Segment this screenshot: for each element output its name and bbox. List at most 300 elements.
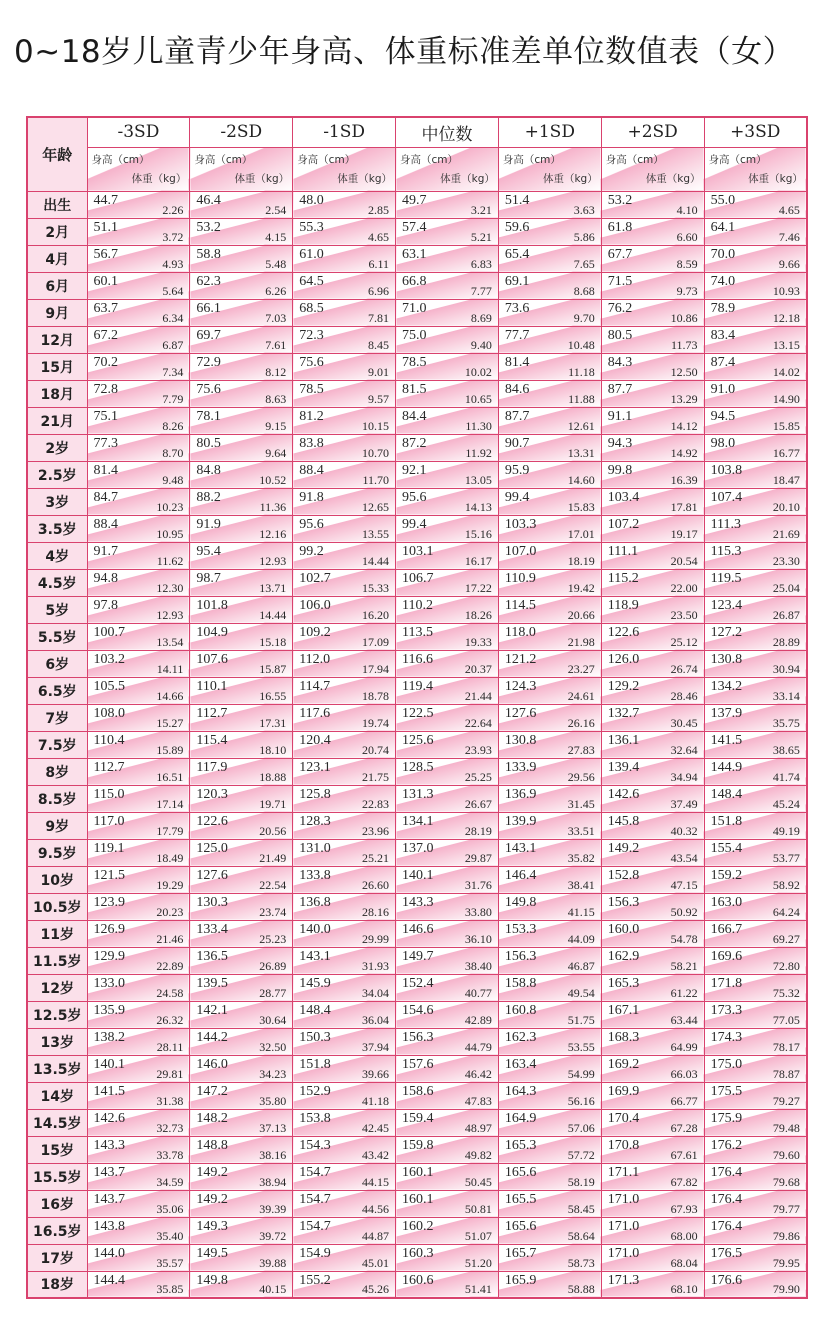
age-cell: 18岁 bbox=[27, 1271, 87, 1298]
age-cell: 2月 bbox=[27, 218, 87, 245]
height-value: 148.8 bbox=[196, 1137, 228, 1153]
weight-value: 17.09 bbox=[362, 634, 390, 649]
height-value: 95.6 bbox=[299, 516, 324, 532]
weight-value: 4.65 bbox=[778, 202, 800, 217]
height-value: 94.8 bbox=[93, 570, 118, 586]
height-value: 125.0 bbox=[196, 840, 228, 856]
height-value: 64.5 bbox=[299, 273, 324, 289]
value-cell bbox=[498, 461, 601, 488]
height-unit-label: 身高（cm） bbox=[297, 153, 356, 166]
unit-header-cell bbox=[190, 147, 293, 191]
height-value: 128.5 bbox=[402, 759, 434, 775]
height-value: 174.3 bbox=[710, 1029, 743, 1045]
weight-value: 15.87 bbox=[259, 661, 287, 676]
value-cell bbox=[293, 812, 396, 839]
value-cell bbox=[601, 650, 704, 677]
weight-value: 13.71 bbox=[259, 580, 287, 595]
unit-header-cell bbox=[704, 147, 807, 191]
height-value: 88.4 bbox=[93, 516, 118, 532]
value-cell bbox=[704, 218, 807, 245]
height-value: 119.5 bbox=[710, 570, 742, 586]
height-value: 103.2 bbox=[93, 651, 125, 667]
value-cell bbox=[190, 488, 293, 515]
table-row bbox=[27, 1028, 807, 1055]
value-cell bbox=[498, 542, 601, 569]
weight-value: 45.24 bbox=[772, 796, 800, 811]
value-cell bbox=[704, 407, 807, 434]
age-cell: 6月 bbox=[27, 272, 87, 299]
table-row bbox=[27, 1001, 807, 1028]
weight-value: 10.48 bbox=[567, 337, 595, 352]
weight-value: 63.44 bbox=[670, 1012, 698, 1027]
height-value: 102.7 bbox=[299, 570, 331, 586]
height-value: 176.4 bbox=[710, 1191, 743, 1207]
age-cell: 13.5岁 bbox=[27, 1055, 87, 1082]
height-value: 64.1 bbox=[710, 219, 736, 235]
value-cell bbox=[87, 461, 190, 488]
table-row bbox=[27, 380, 807, 407]
value-cell bbox=[704, 1028, 807, 1055]
weight-value: 8.69 bbox=[470, 310, 492, 325]
height-value: 143.3 bbox=[93, 1137, 125, 1153]
weight-value: 35.82 bbox=[567, 850, 595, 865]
value-cell bbox=[704, 515, 807, 542]
age-cell: 2岁 bbox=[27, 434, 87, 461]
weight-value: 9.70 bbox=[573, 310, 595, 325]
value-cell bbox=[396, 542, 499, 569]
weight-value: 10.93 bbox=[772, 283, 800, 298]
value-cell bbox=[293, 1109, 396, 1136]
height-value: 162.3 bbox=[504, 1029, 537, 1045]
value-cell bbox=[704, 245, 807, 272]
value-cell bbox=[190, 1028, 293, 1055]
value-cell bbox=[396, 893, 499, 920]
value-cell bbox=[498, 677, 601, 704]
value-cell bbox=[498, 974, 601, 1001]
height-value: 84.4 bbox=[402, 408, 427, 424]
value-cell bbox=[87, 704, 190, 731]
weight-value: 79.27 bbox=[772, 1093, 800, 1108]
table-row bbox=[27, 1271, 807, 1298]
age-cell: 21月 bbox=[27, 407, 87, 434]
height-value: 119.1 bbox=[93, 840, 125, 856]
weight-value: 10.65 bbox=[464, 391, 492, 406]
height-value: 84.6 bbox=[504, 381, 530, 397]
value-cell bbox=[190, 677, 293, 704]
weight-value: 33.78 bbox=[156, 1147, 184, 1162]
height-value: 125.6 bbox=[402, 732, 434, 748]
height-value: 67.2 bbox=[93, 327, 118, 343]
weight-value: 61.22 bbox=[670, 985, 698, 1000]
weight-value: 20.74 bbox=[362, 742, 390, 757]
weight-value: 32.50 bbox=[259, 1039, 287, 1054]
weight-value: 15.85 bbox=[772, 418, 800, 433]
value-cell bbox=[396, 407, 499, 434]
weight-value: 7.03 bbox=[265, 310, 287, 325]
value-cell bbox=[704, 785, 807, 812]
weight-value: 67.28 bbox=[670, 1120, 698, 1135]
weight-value: 3.21 bbox=[470, 202, 492, 217]
weight-value: 11.92 bbox=[465, 445, 492, 460]
weight-value: 64.99 bbox=[670, 1039, 698, 1054]
height-value: 77.3 bbox=[93, 435, 118, 451]
height-value: 156.3 bbox=[504, 948, 537, 964]
weight-value: 10.86 bbox=[670, 310, 698, 325]
weight-value: 11.88 bbox=[568, 391, 595, 406]
weight-value: 21.69 bbox=[772, 526, 800, 541]
height-value: 157.6 bbox=[402, 1056, 434, 1072]
weight-value: 15.33 bbox=[362, 580, 390, 595]
table-row bbox=[27, 488, 807, 515]
height-value: 163.4 bbox=[504, 1056, 537, 1072]
value-cell bbox=[190, 299, 293, 326]
weight-value: 67.82 bbox=[670, 1174, 698, 1189]
weight-value: 29.56 bbox=[567, 769, 595, 784]
value-cell bbox=[601, 947, 704, 974]
weight-value: 35.40 bbox=[156, 1228, 184, 1243]
weight-value: 25.21 bbox=[362, 850, 390, 865]
weight-value: 57.72 bbox=[567, 1147, 595, 1162]
weight-value: 12.65 bbox=[362, 499, 390, 514]
height-value: 67.7 bbox=[607, 246, 633, 262]
height-value: 112.0 bbox=[299, 651, 331, 667]
age-cell: 5岁 bbox=[27, 596, 87, 623]
weight-value: 20.66 bbox=[567, 607, 595, 622]
height-value: 81.5 bbox=[402, 381, 427, 397]
weight-value: 79.68 bbox=[772, 1174, 800, 1189]
age-cell: 4月 bbox=[27, 245, 87, 272]
height-value: 169.6 bbox=[710, 948, 743, 964]
value-cell bbox=[87, 272, 190, 299]
value-cell bbox=[498, 218, 601, 245]
value-cell bbox=[293, 353, 396, 380]
height-value: 75.1 bbox=[93, 408, 118, 424]
weight-value: 41.18 bbox=[362, 1093, 390, 1108]
weight-value: 13.29 bbox=[670, 391, 698, 406]
height-value: 143.1 bbox=[504, 840, 537, 856]
weight-value: 34.23 bbox=[259, 1066, 287, 1081]
value-cell bbox=[601, 1271, 704, 1298]
height-value: 175.0 bbox=[710, 1056, 743, 1072]
height-value: 152.8 bbox=[607, 867, 640, 883]
height-value: 164.3 bbox=[504, 1083, 537, 1099]
height-value: 145.8 bbox=[607, 813, 640, 829]
height-value: 71.0 bbox=[402, 300, 427, 316]
value-cell bbox=[293, 731, 396, 758]
height-value: 107.2 bbox=[607, 516, 640, 532]
value-cell bbox=[396, 461, 499, 488]
weight-value: 10.52 bbox=[259, 472, 287, 487]
value-cell bbox=[601, 515, 704, 542]
weight-value: 22.54 bbox=[259, 877, 287, 892]
height-value: 73.6 bbox=[504, 300, 530, 316]
weight-value: 9.40 bbox=[470, 337, 492, 352]
value-cell bbox=[601, 569, 704, 596]
height-value: 165.7 bbox=[504, 1245, 537, 1261]
weight-value: 79.86 bbox=[772, 1228, 800, 1243]
weight-value: 6.96 bbox=[368, 283, 390, 298]
height-value: 166.7 bbox=[710, 921, 743, 937]
value-cell bbox=[190, 812, 293, 839]
height-value: 137.9 bbox=[710, 705, 743, 721]
weight-value: 36.04 bbox=[362, 1012, 390, 1027]
height-value: 80.5 bbox=[196, 435, 221, 451]
weight-value: 57.06 bbox=[567, 1120, 595, 1135]
height-value: 78.5 bbox=[299, 381, 324, 397]
height-value: 78.5 bbox=[402, 354, 427, 370]
value-cell bbox=[190, 245, 293, 272]
weight-value: 31.76 bbox=[464, 877, 492, 892]
height-value: 61.8 bbox=[607, 219, 633, 235]
weight-value: 54.99 bbox=[567, 1066, 595, 1081]
value-cell bbox=[87, 299, 190, 326]
table-row bbox=[27, 515, 807, 542]
table-row bbox=[27, 920, 807, 947]
height-value: 129.2 bbox=[607, 678, 640, 694]
height-value: 165.6 bbox=[504, 1164, 537, 1180]
value-cell bbox=[498, 1055, 601, 1082]
value-cell bbox=[498, 758, 601, 785]
value-cell bbox=[601, 272, 704, 299]
height-value: 122.6 bbox=[196, 813, 228, 829]
weight-value: 4.65 bbox=[368, 229, 390, 244]
weight-value: 16.77 bbox=[772, 445, 800, 460]
weight-value: 25.23 bbox=[259, 931, 287, 946]
value-cell bbox=[396, 515, 499, 542]
value-cell bbox=[293, 299, 396, 326]
height-value: 155.2 bbox=[299, 1272, 331, 1288]
weight-value: 16.17 bbox=[464, 553, 492, 568]
value-cell bbox=[190, 272, 293, 299]
height-value: 158.8 bbox=[504, 975, 537, 991]
height-value: 127.2 bbox=[710, 624, 743, 640]
height-value: 87.7 bbox=[504, 408, 530, 424]
weight-value: 49.54 bbox=[567, 985, 595, 1000]
height-value: 149.7 bbox=[402, 948, 434, 964]
height-value: 117.9 bbox=[196, 759, 228, 775]
weight-value: 9.73 bbox=[676, 283, 698, 298]
value-cell bbox=[87, 245, 190, 272]
height-value: 140.1 bbox=[402, 867, 434, 883]
value-cell bbox=[87, 731, 190, 758]
height-value: 170.8 bbox=[607, 1137, 640, 1153]
height-value: 122.5 bbox=[402, 705, 434, 721]
height-value: 144.0 bbox=[93, 1245, 125, 1261]
weight-value: 20.37 bbox=[464, 661, 492, 676]
weight-value: 10.23 bbox=[156, 499, 184, 514]
weight-value: 21.44 bbox=[464, 688, 492, 703]
weight-value: 20.56 bbox=[259, 823, 287, 838]
height-value: 83.4 bbox=[710, 327, 736, 343]
height-value: 81.2 bbox=[299, 408, 324, 424]
weight-value: 14.02 bbox=[772, 364, 800, 379]
weight-value: 8.12 bbox=[265, 364, 287, 379]
height-value: 175.5 bbox=[710, 1083, 743, 1099]
value-cell bbox=[396, 353, 499, 380]
age-cell: 16.5岁 bbox=[27, 1217, 87, 1244]
value-cell bbox=[704, 380, 807, 407]
height-value: 77.7 bbox=[504, 327, 530, 343]
value-cell bbox=[87, 434, 190, 461]
weight-value: 12.50 bbox=[670, 364, 698, 379]
height-value: 61.0 bbox=[299, 246, 324, 262]
weight-value: 16.55 bbox=[259, 688, 287, 703]
value-cell bbox=[601, 407, 704, 434]
weight-value: 37.49 bbox=[670, 796, 698, 811]
table-row bbox=[27, 893, 807, 920]
value-cell bbox=[601, 812, 704, 839]
height-value: 115.2 bbox=[607, 570, 639, 586]
value-cell bbox=[87, 650, 190, 677]
value-cell bbox=[601, 1136, 704, 1163]
height-value: 165.3 bbox=[504, 1137, 537, 1153]
value-cell bbox=[87, 839, 190, 866]
value-cell bbox=[190, 731, 293, 758]
height-value: 171.3 bbox=[607, 1272, 640, 1288]
age-cell: 7岁 bbox=[27, 704, 87, 731]
value-cell bbox=[190, 839, 293, 866]
weight-value: 18.19 bbox=[567, 553, 595, 568]
value-cell bbox=[293, 191, 396, 218]
weight-value: 15.83 bbox=[567, 499, 595, 514]
height-value: 66.1 bbox=[196, 300, 221, 316]
value-cell bbox=[190, 1163, 293, 1190]
table-row bbox=[27, 596, 807, 623]
unit-header-row bbox=[27, 147, 807, 191]
value-cell bbox=[498, 785, 601, 812]
value-cell bbox=[601, 1028, 704, 1055]
weight-value: 79.48 bbox=[772, 1120, 800, 1135]
value-cell bbox=[396, 380, 499, 407]
weight-value: 26.74 bbox=[670, 661, 698, 676]
height-value: 94.5 bbox=[710, 408, 736, 424]
height-value: 143.7 bbox=[93, 1191, 125, 1207]
table-row bbox=[27, 569, 807, 596]
weight-value: 58.73 bbox=[567, 1255, 595, 1270]
weight-value: 16.39 bbox=[670, 472, 698, 487]
height-value: 115.0 bbox=[93, 786, 125, 802]
height-value: 121.2 bbox=[504, 651, 537, 667]
weight-value: 35.75 bbox=[772, 715, 800, 730]
weight-value: 66.03 bbox=[670, 1066, 698, 1081]
height-value: 78.1 bbox=[196, 408, 221, 424]
height-value: 159.2 bbox=[710, 867, 743, 883]
height-value: 154.7 bbox=[299, 1218, 331, 1234]
value-cell bbox=[87, 893, 190, 920]
weight-value: 2.26 bbox=[162, 202, 184, 217]
height-value: 83.8 bbox=[299, 435, 324, 451]
weight-value: 9.01 bbox=[368, 364, 390, 379]
height-value: 146.6 bbox=[402, 921, 434, 937]
weight-value: 66.77 bbox=[670, 1093, 698, 1108]
weight-value: 38.41 bbox=[567, 877, 595, 892]
value-cell bbox=[293, 650, 396, 677]
value-cell bbox=[190, 758, 293, 785]
height-value: 59.6 bbox=[504, 219, 530, 235]
value-cell bbox=[704, 1082, 807, 1109]
height-value: 118.9 bbox=[607, 597, 639, 613]
height-value: 126.0 bbox=[607, 651, 640, 667]
height-value: 55.0 bbox=[710, 192, 736, 208]
value-cell bbox=[396, 1163, 499, 1190]
value-cell bbox=[704, 623, 807, 650]
height-value: 103.3 bbox=[504, 516, 537, 532]
table-row bbox=[27, 1163, 807, 1190]
weight-value: 30.45 bbox=[670, 715, 698, 730]
weight-value: 5.48 bbox=[265, 256, 287, 271]
age-cell: 2.5岁 bbox=[27, 461, 87, 488]
table-row bbox=[27, 1244, 807, 1271]
value-cell bbox=[704, 1217, 807, 1244]
weight-value: 27.83 bbox=[567, 742, 595, 757]
age-cell: 13岁 bbox=[27, 1028, 87, 1055]
height-value: 72.8 bbox=[93, 381, 118, 397]
weight-value: 29.87 bbox=[464, 850, 492, 865]
weight-value: 35.06 bbox=[156, 1201, 184, 1216]
height-value: 121.5 bbox=[93, 867, 125, 883]
weight-value: 67.61 bbox=[670, 1147, 698, 1162]
weight-value: 8.68 bbox=[573, 283, 595, 298]
height-value: 91.9 bbox=[196, 516, 221, 532]
value-cell bbox=[87, 785, 190, 812]
value-cell bbox=[396, 1217, 499, 1244]
sd-header-row bbox=[27, 117, 807, 147]
value-cell bbox=[396, 758, 499, 785]
weight-value: 26.89 bbox=[259, 958, 287, 973]
weight-value: 10.95 bbox=[156, 526, 184, 541]
weight-value: 19.71 bbox=[259, 796, 287, 811]
weight-value: 10.02 bbox=[464, 364, 492, 379]
height-value: 133.0 bbox=[93, 975, 125, 991]
value-cell bbox=[87, 1163, 190, 1190]
table-row bbox=[27, 461, 807, 488]
value-cell bbox=[704, 1001, 807, 1028]
age-cell: 4.5岁 bbox=[27, 569, 87, 596]
weight-value: 9.64 bbox=[265, 445, 287, 460]
height-value: 168.3 bbox=[607, 1029, 640, 1045]
value-cell bbox=[396, 1028, 499, 1055]
weight-value: 58.21 bbox=[670, 958, 698, 973]
height-value: 51.1 bbox=[93, 219, 118, 235]
age-cell: 16岁 bbox=[27, 1190, 87, 1217]
value-cell bbox=[498, 1163, 601, 1190]
value-cell bbox=[498, 812, 601, 839]
height-value: 133.8 bbox=[299, 867, 331, 883]
weight-value: 31.45 bbox=[567, 796, 595, 811]
height-value: 107.6 bbox=[196, 651, 228, 667]
value-cell bbox=[498, 839, 601, 866]
height-value: 104.9 bbox=[196, 624, 228, 640]
value-cell bbox=[396, 974, 499, 1001]
weight-value: 39.66 bbox=[362, 1066, 390, 1081]
weight-value: 49.19 bbox=[772, 823, 800, 838]
height-value: 153.8 bbox=[299, 1110, 331, 1126]
weight-value: 16.20 bbox=[362, 607, 390, 622]
height-value: 136.9 bbox=[504, 786, 537, 802]
height-value: 48.0 bbox=[299, 192, 324, 208]
value-cell bbox=[601, 785, 704, 812]
value-cell bbox=[704, 353, 807, 380]
height-value: 90.7 bbox=[504, 435, 530, 451]
weight-value: 25.12 bbox=[670, 634, 698, 649]
height-value: 116.6 bbox=[402, 651, 434, 667]
height-value: 154.3 bbox=[299, 1137, 331, 1153]
value-cell bbox=[601, 920, 704, 947]
weight-value: 79.95 bbox=[772, 1255, 800, 1270]
age-cell: 8.5岁 bbox=[27, 785, 87, 812]
weight-value: 14.44 bbox=[362, 553, 390, 568]
weight-value: 33.14 bbox=[772, 688, 800, 703]
